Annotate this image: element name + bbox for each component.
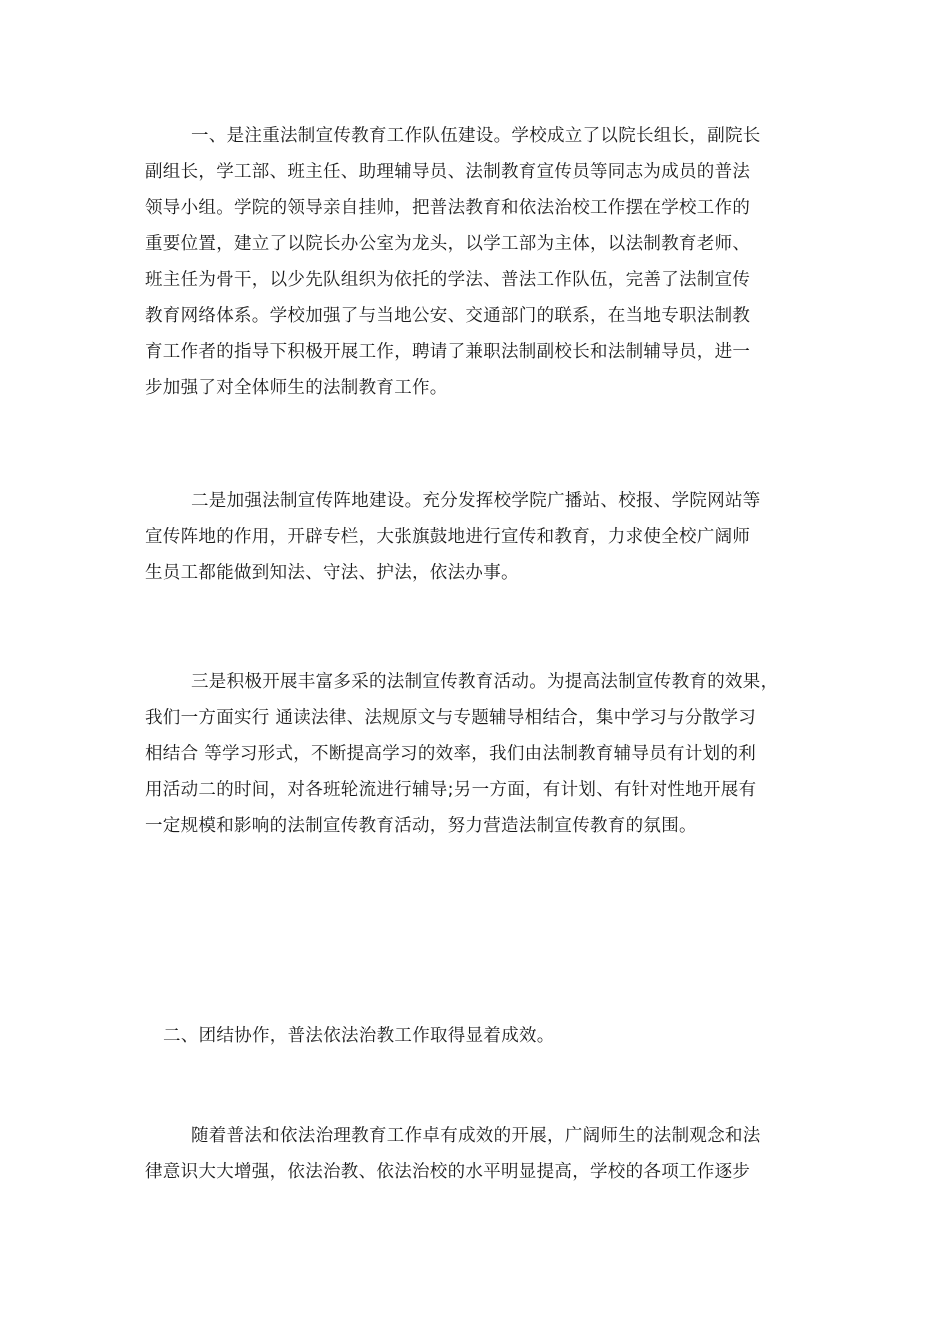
text-line: 一、是注重法制宣传教育工作队伍建设。学校成立了以院长组长，副院长 bbox=[191, 126, 761, 146]
text-line: 律意识大大增强，依法治教、依法治校的水平明显提高，学校的各项工作逐步 bbox=[145, 1162, 751, 1182]
text-line: 用活动二的时间，对各班轮流进行辅导;另一方面，有计划、有针对性地开展有 bbox=[145, 780, 757, 800]
text-line: 相结合 等学习形式，不断提高学习的效率，我们由法制教育辅导员有计划的利 bbox=[145, 744, 757, 764]
text-line: 生员工都能做到知法、守法、护法，依法办事。 bbox=[145, 563, 519, 583]
text-line: 宣传阵地的作用，开辟专栏，大张旗鼓地进行宣传和教育，力求使全校广阔师 bbox=[145, 527, 751, 547]
text-line: 二是加强法制宣传阵地建设。充分发挥校学院广播站、校报、学院网站等 bbox=[191, 491, 761, 511]
text-line: 步加强了对全体师生的法制教育工作。 bbox=[145, 378, 448, 398]
paragraph-education-activities bbox=[145, 664, 825, 844]
text-line: 三是积极开展丰富多采的法制宣传教育活动。为提高法制宣传教育的效果， bbox=[191, 672, 779, 692]
text-line: 随着普法和依法治理教育工作卓有成效的开展，广阔师生的法制观念和法 bbox=[191, 1126, 761, 1146]
text-line: 副组长，学工部、班主任、助理辅导员、法制教育宣传员等同志为成员的普法 bbox=[145, 162, 751, 182]
paragraph-team-building bbox=[145, 118, 825, 406]
section-heading: 二、团结协作，普法依法治教工作取得显着成效。 bbox=[163, 1026, 555, 1046]
paragraph-achievements bbox=[145, 1118, 825, 1190]
text-line: 育工作者的指导下积极开展工作，聘请了兼职法制副校长和法制辅导员，进一 bbox=[145, 342, 751, 362]
text-line: 教育网络体系。学校加强了与当地公安、交通部门的联系，在当地专职法制教 bbox=[145, 306, 751, 326]
text-line: 一定规模和影响的法制宣传教育活动，努力营造法制宣传教育的氛围。 bbox=[145, 816, 697, 836]
paragraph-propaganda-front bbox=[145, 483, 825, 591]
text-line: 重要位置，建立了以院长办公室为龙头，以学工部为主体，以法制教育老师、 bbox=[145, 234, 751, 254]
text-line: 班主任为骨干，以少先队组织为依托的学法、普法工作队伍，完善了法制宣传 bbox=[145, 270, 751, 290]
text-line: 我们一方面实行 通读法律、法规原文与专题辅导相结合，集中学习与分散学习 bbox=[145, 708, 757, 728]
text-line: 领导小组。学院的领导亲自挂帅，把普法教育和依法治校工作摆在学校工作的 bbox=[145, 198, 751, 218]
